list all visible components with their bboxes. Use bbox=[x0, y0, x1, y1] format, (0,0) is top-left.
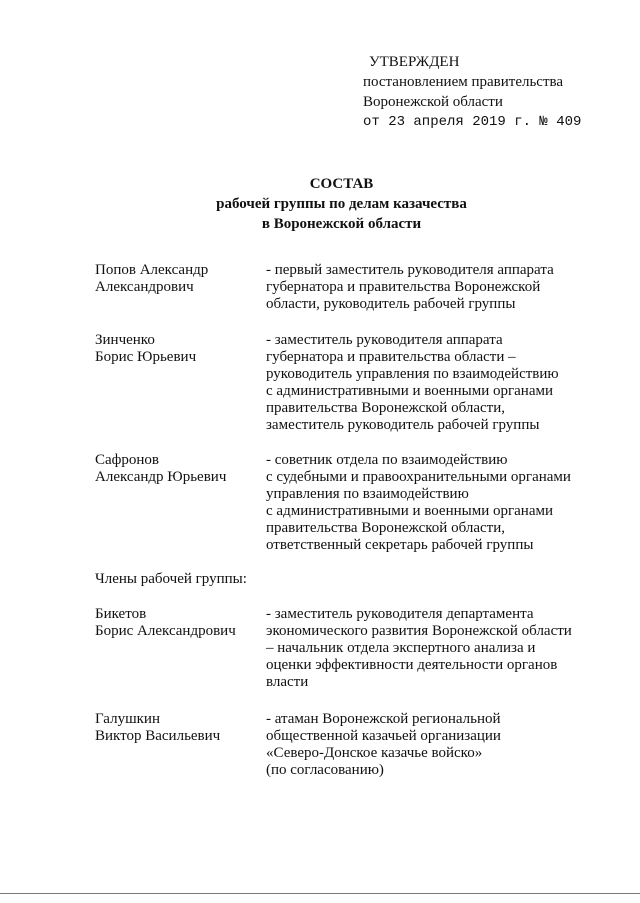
heading-title: СОСТАВ bbox=[309, 176, 374, 192]
approval-line-2: Воронежской области bbox=[363, 94, 503, 110]
person-role-line: руководитель управления по взаимодействию bbox=[266, 366, 559, 382]
person-name-line: Сафронов bbox=[95, 452, 159, 468]
person-name-line: Борис Александрович bbox=[95, 623, 236, 639]
heading-line-1: рабочей группы по делам казачества bbox=[216, 196, 467, 212]
person-name bbox=[95, 332, 265, 366]
person-name bbox=[95, 262, 265, 296]
person-name-line: Бикетов bbox=[95, 606, 147, 622]
person-role-line: - советник отдела по взаимодействию bbox=[266, 452, 508, 468]
members-label: Члены рабочей группы: bbox=[95, 571, 247, 587]
person-role bbox=[266, 332, 596, 434]
person-role-line: правительства Воронежской области, bbox=[266, 520, 505, 536]
person-name-line: Зинченко bbox=[95, 332, 155, 348]
person-role-line: – начальник отдела экспертного анализа и bbox=[266, 640, 536, 656]
person-role bbox=[266, 606, 596, 691]
person-name-line: Попов Александр bbox=[95, 262, 209, 278]
person-role-line: власти bbox=[266, 674, 309, 690]
person-role-line: экономического развития Воронежской области bbox=[266, 623, 572, 639]
person-name-line: Александр Юрьевич bbox=[95, 469, 227, 485]
person-role-line: с административными и военными органами bbox=[266, 503, 553, 519]
person-role bbox=[266, 262, 596, 313]
person-role-line: губернатора и правительства Воронежской bbox=[266, 279, 541, 295]
approval-stamp bbox=[363, 52, 581, 132]
heading-line-2: в Воронежской области bbox=[261, 216, 422, 232]
person-role-line: оценки эффективности деятельности органов bbox=[266, 657, 558, 673]
person-role bbox=[266, 711, 596, 779]
approval-line-1: постановлением правительства bbox=[363, 74, 564, 90]
page-bottom-edge bbox=[0, 893, 640, 894]
person-role-line: - заместитель руководителя аппарата bbox=[266, 332, 503, 348]
person-role-line: - атаман Воронежской региональной bbox=[266, 711, 501, 727]
person-role-line: (по согласованию) bbox=[266, 762, 384, 778]
person-name-line: Борис Юрьевич bbox=[95, 349, 197, 365]
person-name-line: Галушкин bbox=[95, 711, 160, 727]
person-role bbox=[266, 452, 596, 554]
person-name bbox=[95, 452, 265, 486]
person-role-line: ответственный секретарь рабочей группы bbox=[266, 537, 534, 553]
person-name bbox=[95, 711, 265, 745]
person-role-line: - заместитель руководителя департамента bbox=[266, 606, 534, 622]
person-role-line: - первый заместитель руководителя аппарата bbox=[266, 262, 554, 278]
person-role-line: заместитель руководитель рабочей группы bbox=[266, 417, 540, 433]
person-role-line: с административными и военными органами bbox=[266, 383, 553, 399]
person-name-line: Александрович bbox=[95, 279, 194, 295]
approval-title: УТВЕРЖДЕН bbox=[369, 54, 460, 70]
person-role-line: правительства Воронежской области, bbox=[266, 400, 505, 416]
person-role-line: управления по взаимодействию bbox=[266, 486, 469, 502]
person-role-line: с судебными и правоохранительными органами bbox=[266, 469, 571, 485]
person-name bbox=[95, 606, 265, 640]
document-heading bbox=[0, 174, 640, 234]
person-name-line: Виктор Васильевич bbox=[95, 728, 221, 744]
person-role-line: «Северо-Донское казачье войско» bbox=[266, 745, 483, 761]
approval-date-number: от 23 апреля 2019 г. № 409 bbox=[363, 114, 582, 130]
person-role-line: губернатора и правительства области – bbox=[266, 349, 516, 365]
person-role-line: общественной казачьей организации bbox=[266, 728, 501, 744]
person-role-line: области, руководитель рабочей группы bbox=[266, 296, 516, 312]
